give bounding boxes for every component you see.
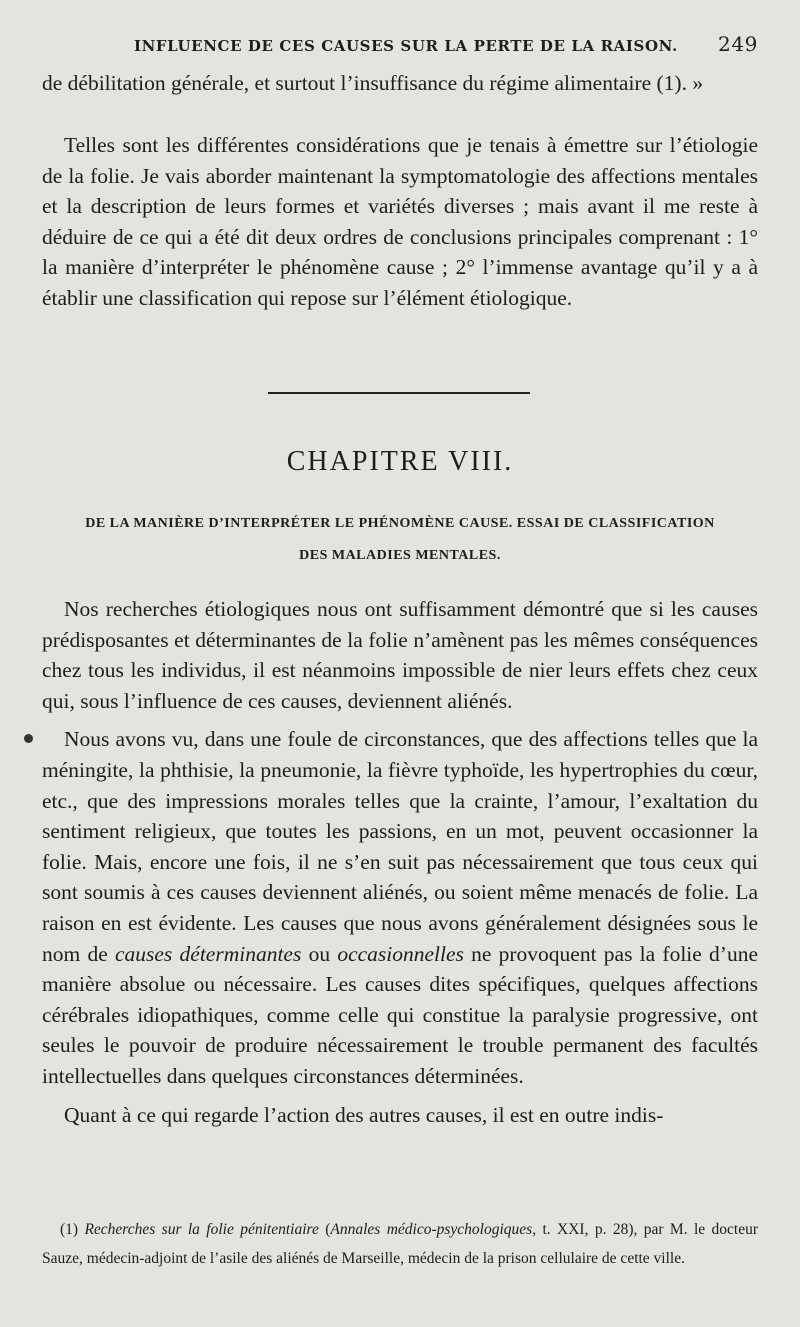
main-text	[42, 594, 758, 1138]
text-run: ou	[301, 941, 338, 966]
paragraph-continuation: de débilitation générale, et surtout l’insuffisance du régime alimentaire (1). »	[42, 71, 704, 95]
footnote-italic: Annales médico-psychologiques	[330, 1221, 533, 1238]
text-run: Nous avons vu, dans une foule de circonstances, que des affections telles que la méningite, la phthisie, la pneumonie, la fièvre typhoïde, les hypertrophies du cœur, etc., que des impressions morales telles que la crainte, l’amour, l’exaltation du sentiment religieux, que toutes les passions, en un mot, peuvent occasionner la folie. Mais, encore une fois, il ne s’en suit pas nécessairement que tous ceux qui sont soumis à ces causes deviennent aliénés, ou soient même menacés de folie. La raison en est évidente. Les causes que nous avons généralement désignées sous le nom de	[42, 727, 758, 966]
section-divider	[268, 392, 530, 394]
footnote	[42, 1216, 758, 1273]
text-run: (	[318, 1221, 331, 1238]
chapter-title: CHAPITRE VIII.	[286, 446, 514, 477]
paragraph-circumstances	[42, 724, 758, 1091]
paragraph-etiology-summary: Telles sont les différentes considérations que je tenais à émettre sur l’étiologie de la folie. Je vais aborder maintenant la symptomatologie des affections mentales et la description de leurs formes et variétés diverses ; mais avant il me reste à déduire de ce qui a été dit deux ordres de conclusions principales comprenant : 1° la manière d’interpréter le phénomène cause ; 2° l’immense avantage qu’il y a à établir une classification qui repose sur l’élément étiologique.	[42, 133, 758, 310]
italic-term: occasionnelles	[337, 941, 464, 966]
footnote-marker: (1)	[60, 1221, 85, 1238]
chapter-subtitle-line1: DE LA MANIÈRE D’INTERPRÉTER LE PHÉNOMÈNE CAUSE. ESSAI DE CLASSIFICATION	[85, 516, 715, 531]
text-run: ne provoquent pas la folie d’une manière absolue ou nécessaire. Les causes dites spécifiques, quelques affections cérébrales idiopathiques, comme celle qui constitue la paralysie progressive, ont seules le pouvoir de produire nécessairement le trouble permanent des facultés intellectuelles dans quelques circonstances déterminées.	[42, 941, 759, 1088]
footnote-italic: Recherches sur la folie pénitentiaire	[84, 1221, 319, 1238]
italic-term: causes déterminantes	[114, 941, 302, 966]
page-number: 249	[718, 32, 758, 56]
running-title: INFLUENCE DE CES CAUSES SUR LA PERTE DE LA RAISON.	[134, 37, 678, 55]
top-text	[42, 68, 758, 99]
footnotes	[42, 1216, 758, 1273]
running-head	[42, 32, 758, 58]
top-text-2	[42, 130, 758, 314]
chapter-subtitle	[42, 508, 758, 572]
ink-dot-mark	[24, 734, 33, 743]
paragraph-other-causes: Quant à ce qui regarde l’action des autres causes, il est en outre indis-	[64, 1102, 664, 1127]
text-run: , t. XXI, p. 28), par M. le docteur Sauze, médecin-adjoint de l’asile des aliénés de Marseille, médecin de la prison cellulaire de cette ville.	[42, 1221, 758, 1267]
chapter-subtitle-line2: DES MALADIES MENTALES.	[299, 548, 501, 563]
paragraph-research: Nos recherches étiologiques nous ont suffisamment démontré que si les causes prédisposantes et déterminantes de la folie n’amènent pas les mêmes conséquences chez tous les individus, il est néanmoins impossible de nier leurs effets chez ceux qui, sous l’influence de ces causes, deviennent aliénés.	[42, 597, 758, 713]
